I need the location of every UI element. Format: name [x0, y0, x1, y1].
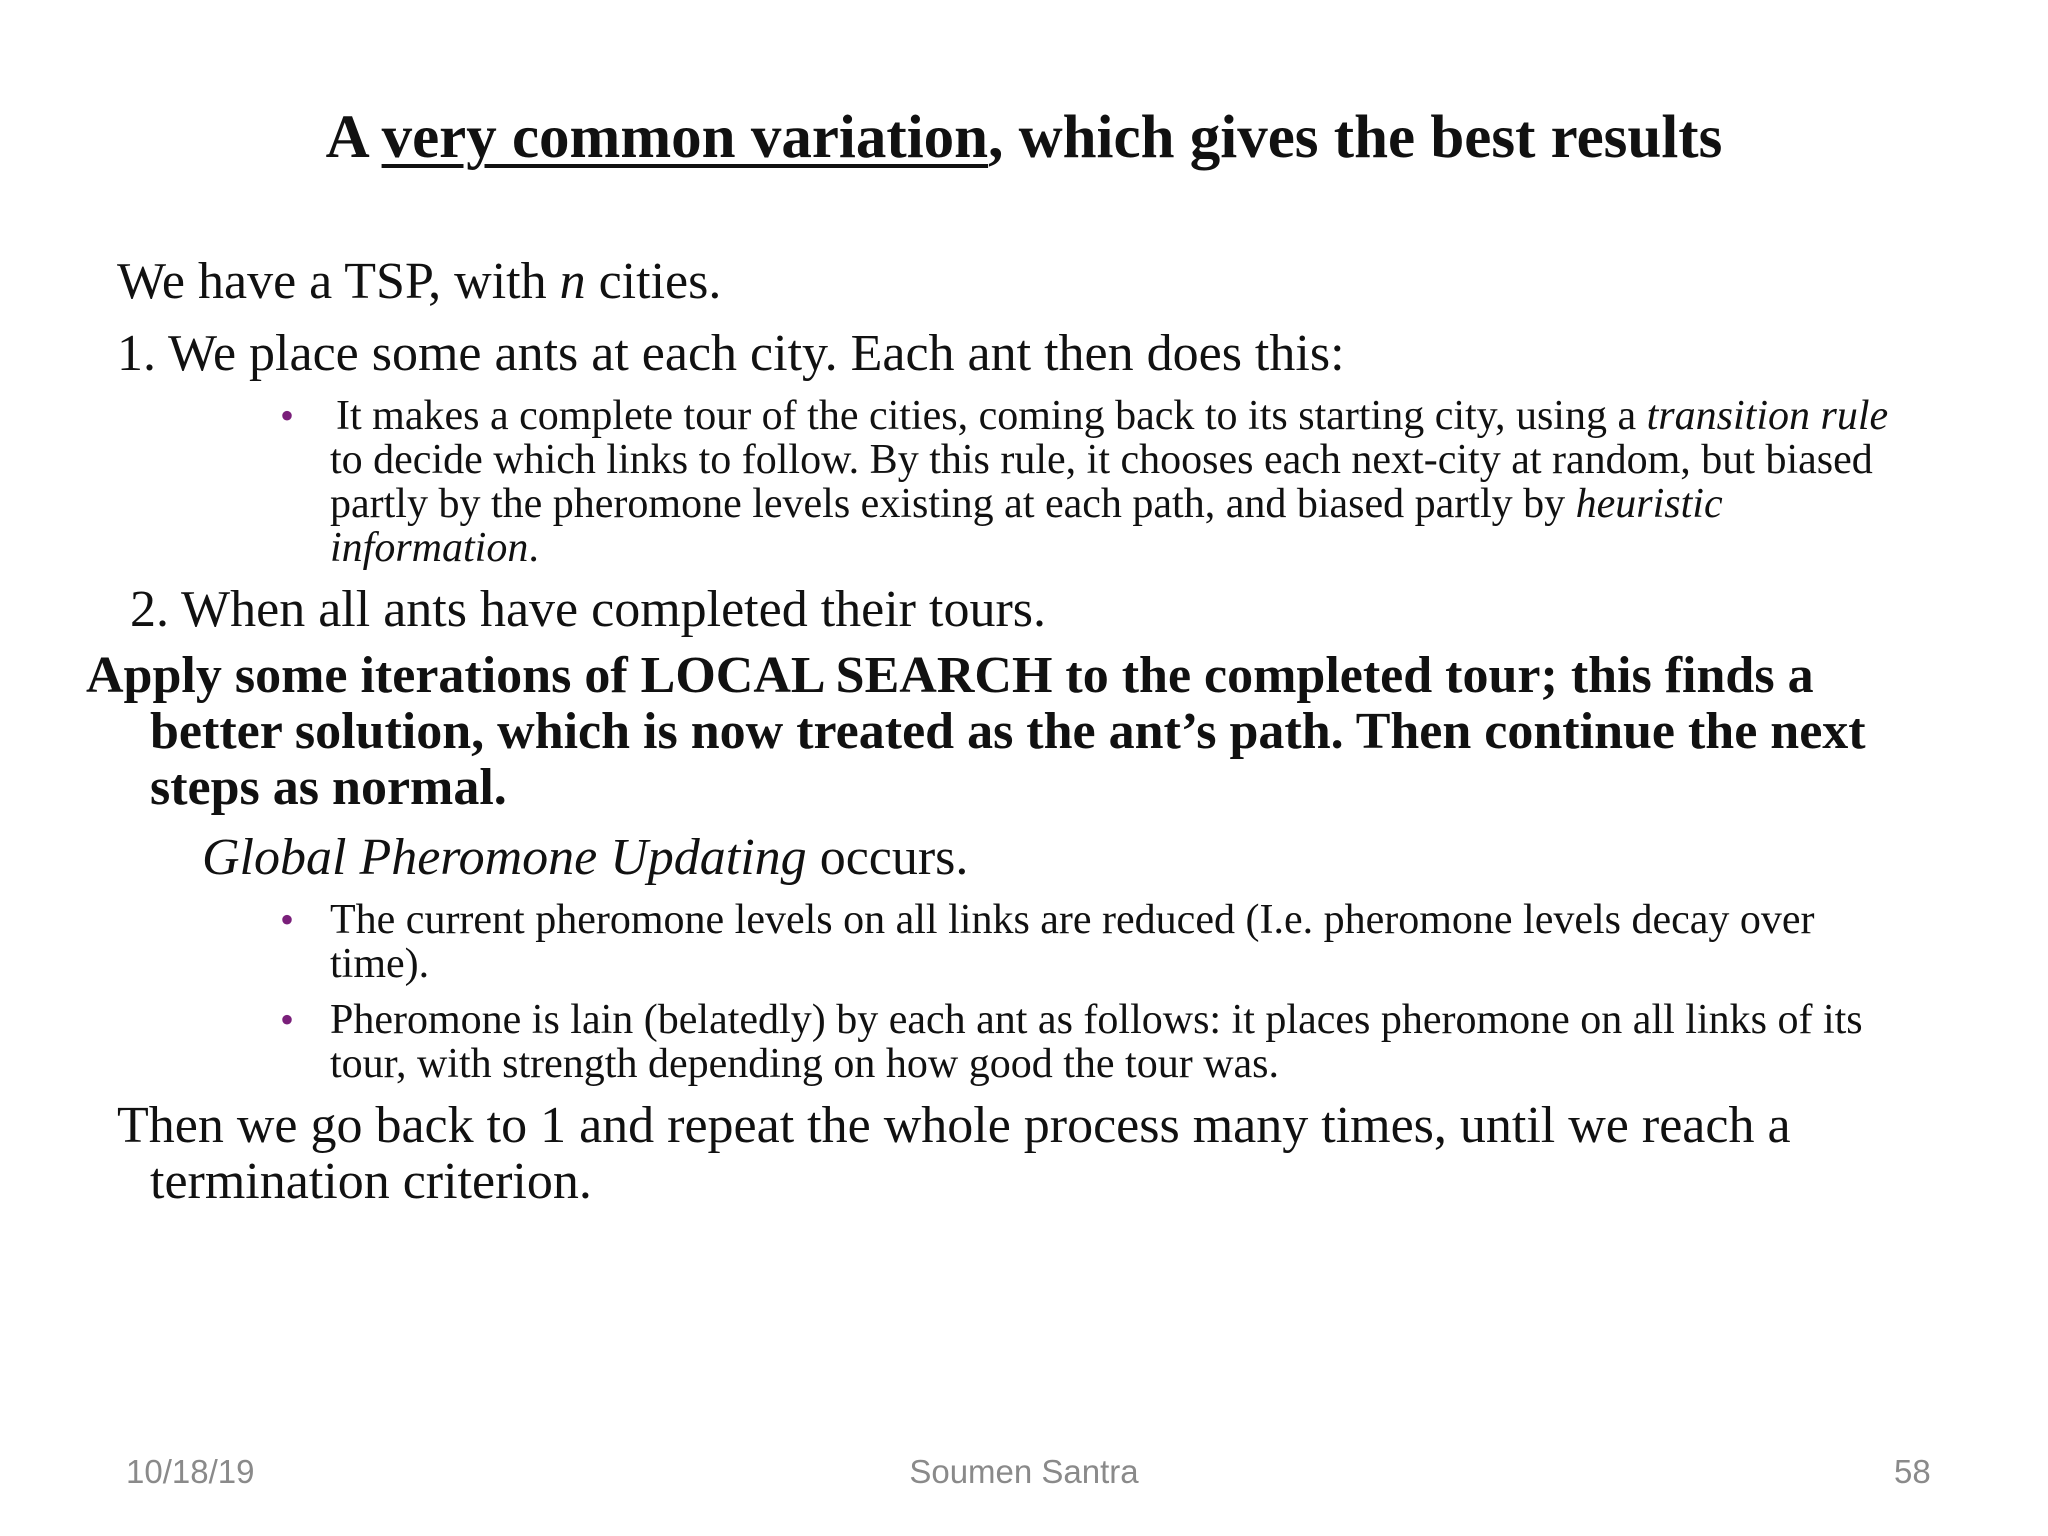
global-update-line: Global Pheromone Updating occurs.	[202, 829, 969, 886]
title-prefix: A	[325, 104, 382, 171]
update-bullet-1	[330, 898, 2046, 986]
closing-paragraph	[117, 1098, 1791, 1210]
title-suffix: , which gives the best results	[988, 104, 1723, 171]
step-1-bullet	[330, 394, 2046, 570]
intro-n: n	[559, 253, 586, 310]
step-1: 1. We place some ants at each city. Each ant then does this:	[117, 325, 1345, 382]
footer-author: Soumen Santra	[909, 1453, 1139, 1490]
local-search-paragraph	[86, 648, 2046, 816]
footer-date: 10/18/19	[126, 1453, 255, 1490]
bullet-dot: •	[280, 997, 295, 1042]
intro-line	[117, 254, 721, 310]
local-search-line-1: Apply some iterations of LOCAL SEARCH to the completed tour; this finds a	[86, 647, 1814, 704]
bullet-dot: •	[280, 393, 295, 438]
global-update-term: Global Pheromone Updating	[202, 829, 807, 886]
local-search-line-3: steps as normal.	[150, 759, 507, 816]
footer-page-number: 58	[1894, 1453, 1931, 1490]
bullet-dot: •	[280, 897, 295, 942]
step-1-bullet-line-4: information.	[330, 525, 539, 571]
step-1-bullet-line-3: partly by the pheromone levels existing at each path, and biased partly by heuristic	[330, 481, 1723, 527]
step-1-bullet-line-1: It makes a complete tour of the cities, coming back to its starting city, using a transition rule	[336, 393, 1889, 439]
closing-line-1: Then we go back to 1 and repeat the whole process many times, until we reach a	[117, 1097, 1791, 1154]
information-term: information	[330, 525, 529, 571]
intro-before: We have a TSP, with	[117, 253, 560, 310]
update-bullet-2-line-2: tour, with strength depending on how good the tour was.	[330, 1041, 1280, 1087]
update-bullet-2-line-1: Pheromone is lain (belatedly) by each ant as follows: it places pheromone on all links of its	[330, 997, 1863, 1043]
slide-title	[0, 100, 2048, 176]
intro-after: cities.	[585, 253, 722, 310]
step-1-bullet-line-2: to decide which links to follow. By this rule, it chooses each next-city at random, but biased	[330, 437, 1873, 483]
closing-line-2: termination criterion.	[150, 1153, 592, 1210]
local-search-line-2: better solution, which is now treated as the ant’s path. Then continue the next	[150, 703, 1866, 760]
transition-rule-term: transition rule	[1646, 393, 1889, 439]
heuristic-term: heuristic	[1575, 481, 1723, 527]
update-bullet-1-line-1: The current pheromone levels on all links are reduced (I.e. pheromone levels decay over	[330, 897, 1815, 943]
update-bullet-1-line-2: time).	[330, 941, 430, 987]
step-2: 2. When all ants have completed their tours.	[130, 581, 1046, 638]
title-underlined: very common variation	[381, 104, 989, 171]
update-bullet-2	[330, 998, 2046, 1086]
